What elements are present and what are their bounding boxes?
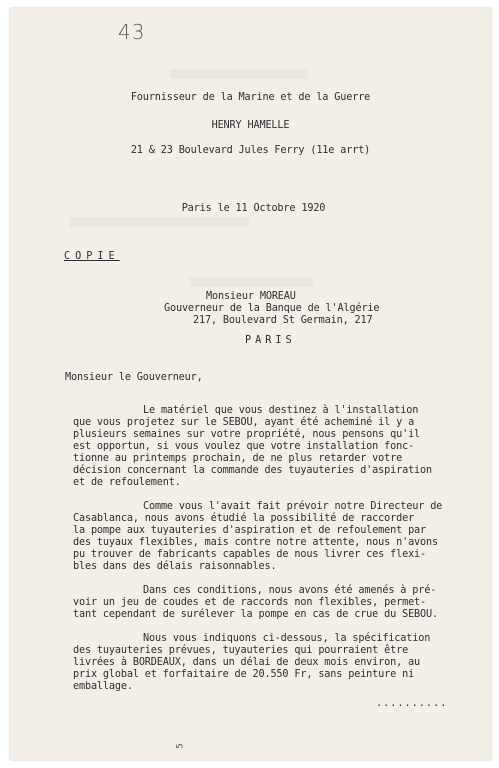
body-line: Comme vous l'avait fait prévoir notre Directeur de (143, 501, 443, 512)
body-line: livrées à BORDEAUX, dans un délai de deux mois environ, au (73, 657, 421, 668)
continuation-dots: .......... (376, 698, 448, 709)
copy-label: COPIE (64, 251, 120, 262)
letter-page (10, 8, 491, 760)
pencil-page-number: 43 (118, 20, 146, 44)
body-line: voir un jeu de coudes et de raccords non flexibles, permet- (73, 597, 427, 608)
letterhead-supplier: Fournisseur de la Marine et de la Guerre (130, 92, 371, 103)
body-line: plusieurs semaines sur votre propriété, nous pensons qu'il (73, 429, 421, 440)
body-line: décision concernant la commande des tuyauteries d'aspiration (73, 465, 433, 476)
bleed-through-text: ▒▒▒▒▒▒▒▒▒▒▒▒▒▒▒▒▒▒▒▒▒▒▒▒▒▒▒ (170, 70, 309, 80)
body-line: tionne au printemps prochain, de ne plus retarder votre (73, 453, 403, 464)
body-line: bles dans des délais raisonnables. (73, 561, 277, 572)
recipient-address: 217, Boulevard St Germain, 217 (193, 315, 373, 326)
body-line: des tuyaux flexibles, mais contre notre attente, nous n'avons (73, 537, 438, 548)
salutation: Monsieur le Gouverneur, (65, 372, 203, 383)
body-line: pu trouver de fabricants capables de nous livrer ces flexi- (73, 549, 427, 560)
body-line: Casablanca, nous avons étudié la possibilité de raccorder (73, 513, 415, 524)
body-line: Dans ces conditions, nous avons été amenés à pré- (143, 585, 437, 596)
bleed-through-text: ▒▒▒▒▒▒▒▒▒▒▒▒▒▒▒▒▒▒▒▒▒▒▒▒▒▒▒▒▒▒▒▒▒▒▒ (70, 218, 250, 228)
letterhead-address: 21 & 23 Boulevard Jules Ferry (11e arrt) (130, 145, 371, 156)
recipient-title: Gouverneur de la Banque de l'Algérie (164, 303, 380, 314)
body-line: tant cependant de surélever la pompe en cas de crue du SEBOU. (73, 609, 438, 620)
place-date: Paris le 11 Octobre 1920 (181, 203, 326, 214)
body-line: la pompe aux tuyauteries d'aspiration et de refoulement par (73, 525, 427, 536)
footer-mark: 5 (175, 743, 186, 749)
recipient-city: PARIS (245, 335, 296, 346)
body-line: que vous projetez sur le SEBOU, ayant été acheminé il y a (73, 417, 415, 428)
body-line: Nous vous indiquons ci-dessous, la spécification (143, 633, 431, 644)
body-line: est opportun, si vous voulez que votre installation fonc- (73, 441, 415, 452)
body-line: Le matériel que vous destinez à l'installation (143, 405, 419, 416)
body-line: prix global et forfaitaire de 20.550 Fr, sans peinture ni (73, 669, 415, 680)
bleed-through-text: ▒▒▒▒▒▒▒▒▒▒▒▒▒▒▒▒▒▒▒▒▒▒▒▒ (190, 278, 313, 288)
recipient-name: Monsieur MOREAU (206, 291, 296, 302)
letterhead-company: HENRY HAMELLE (211, 120, 290, 131)
body-line: des tuyauteries prévues, tuyauteries qui pourraient être (73, 645, 409, 656)
body-line: et de refoulement. (73, 477, 181, 488)
body-line: emballage. (73, 681, 133, 692)
